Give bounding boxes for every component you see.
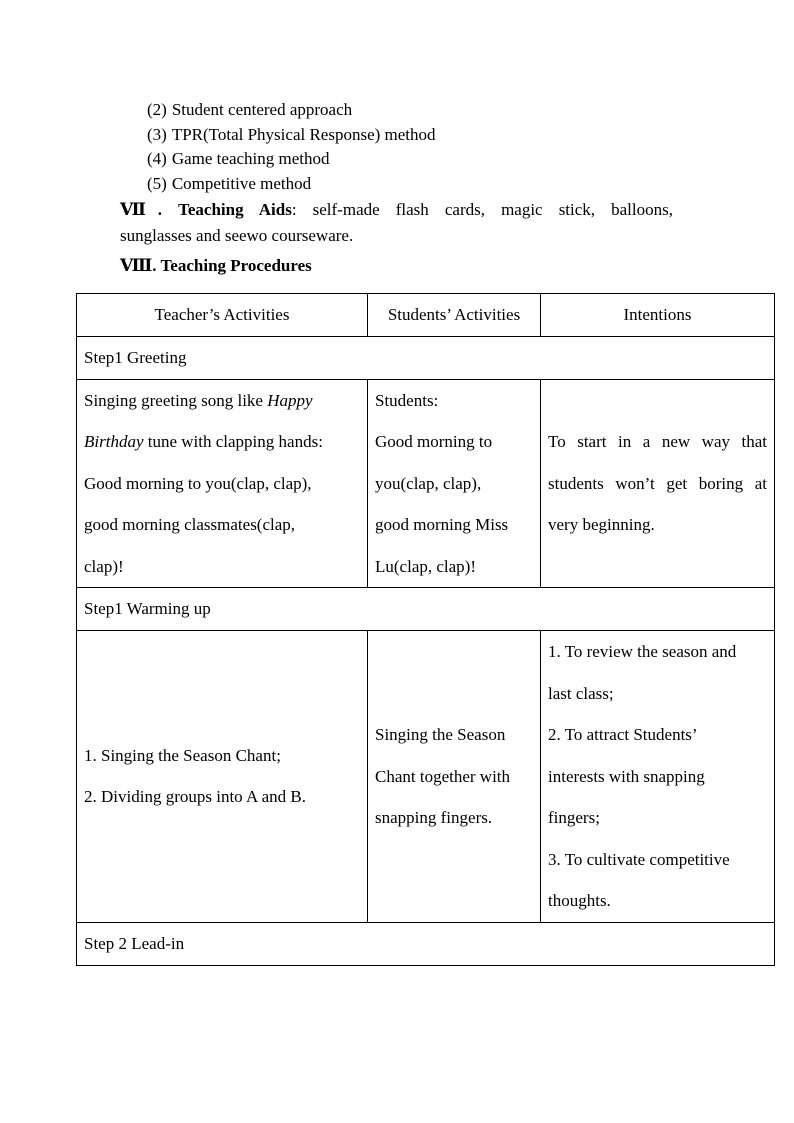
cell-line: 1. Singing the Season Chant; [84,745,281,765]
list-item-text: TPR(Total Physical Response) method [171,124,436,144]
column-header: Students’ Activities [368,294,541,337]
teaching-aids-text: : self-made flash cards, magic stick, balloons, [291,200,673,219]
list-item-text: Student centered approach [171,100,353,119]
cell-line: fingers; [548,808,600,827]
list-item-number: (3) [147,124,167,144]
list-item [147,172,436,197]
teaching-aids-line-1 [120,197,673,223]
cell-line: thoughts. [548,891,611,910]
cell-line: 2. To attract Students’ [548,725,698,744]
song-title: Birthday [84,432,144,451]
cell-text: Singing greeting song like [84,390,268,410]
list-item [147,98,436,123]
list-item-number: (5) [147,173,167,193]
cell-line: 2. Dividing groups into A and B. [84,787,306,807]
cell-line: clap)! [84,556,124,576]
list-item [147,123,436,148]
cell-line [84,380,360,422]
cell-line: students won’t get boring at [548,473,767,493]
cell-line: Good morning to you(clap, clap), [84,473,312,493]
section-numeral: Ⅷ. [120,256,157,275]
cell-line: last class; [548,683,614,703]
section-numeral: Ⅶ. [120,200,163,219]
table-row [77,336,775,379]
cell-text: tune with clapping hands: [143,432,323,451]
cell-line: good morning Miss [375,515,509,534]
cell-line: you(clap, clap), [375,473,482,493]
cell-line: Lu(clap, clap)! [375,556,476,576]
cell-line: good morning classmates(clap, [84,515,296,534]
cell-line [84,421,360,463]
intentions-cell [541,379,775,588]
column-header: Teacher’s Activities [77,294,368,337]
teacher-activity-cell [77,631,368,923]
teaching-aids-label: Teaching Aids [178,200,292,219]
teaching-aids-line-2: sunglasses and seewo courseware. [120,225,354,245]
teaching-methods-list [147,98,436,196]
column-header: Intentions [541,294,775,337]
section-heading [120,254,312,278]
step-label: Step1 Warming up [77,588,775,631]
teacher-activity-cell [77,379,368,588]
cell-line: 3. To cultivate competitive [548,849,730,869]
list-item-text: Competitive method [171,173,312,193]
students-activity-cell [368,379,541,588]
students-activity-cell [368,631,541,923]
cell-line: Good morning to [375,432,493,451]
cell-line: Students: [375,390,439,410]
cell-line: interests with snapping [548,766,705,786]
list-item-number: (4) [147,149,167,169]
list-item [147,147,436,172]
step-label: Step1 Greeting [77,336,775,379]
cell-line: very beginning. [548,515,655,534]
table-row [77,379,775,588]
intentions-cell [541,631,775,923]
list-item-number: (2) [147,100,167,119]
song-title: Happy [267,390,313,410]
cell-line: Chant together with [375,766,511,786]
table-row [77,588,775,631]
table-header-row [77,294,775,337]
cell-line: Singing the Season [375,725,506,744]
teaching-aids-paragraph [120,197,673,248]
table-row [77,631,775,923]
step-label: Step 2 Lead-in [77,922,775,965]
cell-line: To start in a new way that [548,432,767,451]
list-item-text: Game teaching method [171,149,330,169]
section-title: Teaching Procedures [160,256,312,275]
cell-line: 1. To review the season and [548,642,737,661]
table-row [77,922,775,965]
cell-line: snapping fingers. [375,808,493,827]
procedures-table [76,293,775,966]
